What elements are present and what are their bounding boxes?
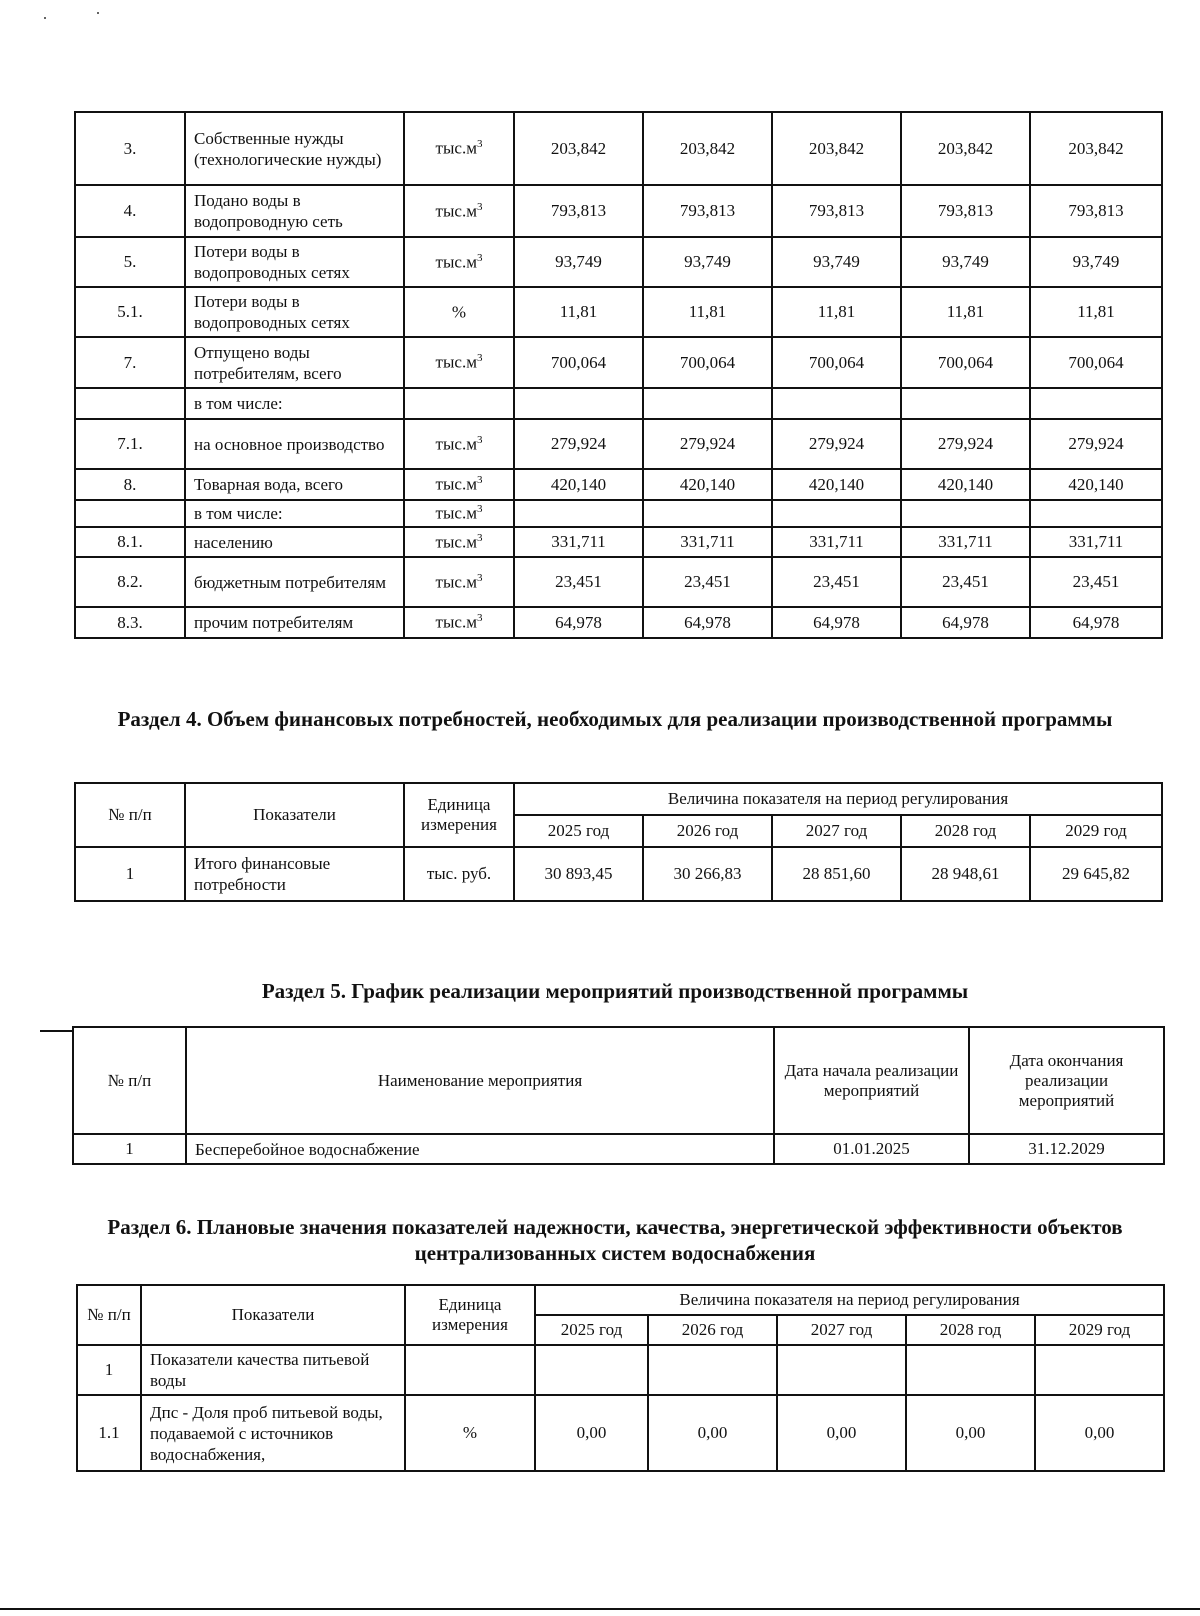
row-value: 23,451	[643, 557, 772, 607]
row-value: 700,064	[1030, 337, 1162, 388]
table-row	[75, 557, 1162, 607]
row-value: 11,81	[901, 287, 1030, 337]
row-value	[1030, 500, 1162, 527]
row-value: 64,978	[1030, 607, 1162, 638]
row-number	[75, 500, 185, 527]
table-row	[75, 237, 1162, 287]
row-value: 11,81	[643, 287, 772, 337]
row-indicator: на основное производство	[185, 419, 404, 469]
row-unit	[404, 112, 514, 185]
col-header-year: 2026 год	[648, 1315, 777, 1345]
row-value: 93,749	[1030, 237, 1162, 287]
row-measure-name: Бесперебойное водоснабжение	[186, 1134, 774, 1164]
unit-superscript: 3	[476, 251, 483, 264]
row-indicator: Отпущено воды потребителям, всего	[185, 337, 404, 388]
section4-title: Раздел 4. Объем финансовых потребностей, необходимых для реализации производственной программы	[117, 707, 1113, 731]
row-number: 1	[75, 847, 185, 901]
col-header-period: Величина показателя на период регулирования	[514, 783, 1162, 815]
unit-text: тыс.м	[435, 434, 477, 454]
row-value: 64,978	[643, 607, 772, 638]
row-value: 331,711	[772, 527, 901, 557]
row-indicator: прочим потребителям	[185, 607, 404, 638]
unit-superscript: 3	[476, 612, 483, 625]
col-header-unit: Единица измерения	[405, 1285, 535, 1345]
row-unit	[404, 419, 514, 469]
scan-speck	[97, 12, 99, 14]
row-value: 30 893,45	[514, 847, 643, 901]
row-value: 700,064	[643, 337, 772, 388]
row-value: 420,140	[1030, 469, 1162, 500]
col-header-year: 2026 год	[643, 815, 772, 847]
col-header-year: 2029 год	[1035, 1315, 1164, 1345]
row-value: 0,00	[777, 1395, 906, 1471]
row-value: 0,00	[535, 1395, 648, 1471]
row-value: 331,711	[514, 527, 643, 557]
row-value: 420,140	[772, 469, 901, 500]
row-value	[901, 500, 1030, 527]
row-value: 793,813	[514, 185, 643, 237]
row-number: 8.1.	[75, 527, 185, 557]
col-header-indicator: Показатели	[185, 783, 404, 847]
unit-text: тыс.м	[435, 474, 477, 494]
row-unit	[404, 607, 514, 638]
col-header-year: 2027 год	[772, 815, 901, 847]
row-value: 93,749	[514, 237, 643, 287]
row-start-date: 01.01.2025	[774, 1134, 969, 1164]
row-value: 331,711	[901, 527, 1030, 557]
row-value	[906, 1345, 1035, 1395]
table-row	[77, 1395, 1164, 1471]
row-number: 1.1	[77, 1395, 141, 1471]
row-value: 203,842	[643, 112, 772, 185]
row-value: 203,842	[1030, 112, 1162, 185]
row-unit	[404, 469, 514, 500]
unit-text: тыс.м	[435, 572, 477, 592]
row-number: 4.	[75, 185, 185, 237]
row-value	[514, 500, 643, 527]
row-indicator: Подано воды в водопроводную сеть	[185, 185, 404, 237]
table-row	[75, 337, 1162, 388]
unit-text: %	[451, 302, 467, 322]
scan-speck	[44, 17, 46, 19]
row-value: 28 948,61	[901, 847, 1030, 901]
col-header-start-date: Дата начала реализации мероприятий	[774, 1027, 969, 1134]
row-indicator: населению	[185, 527, 404, 557]
row-value: 331,711	[1030, 527, 1162, 557]
row-indicator: Товарная вода, всего	[185, 469, 404, 500]
row-number: 3.	[75, 112, 185, 185]
row-indicator: Потери воды в водопроводных сетях	[185, 287, 404, 337]
row-end-date: 31.12.2029	[969, 1134, 1164, 1164]
row-indicator: Итого финансовые потребности	[185, 847, 404, 901]
table-row	[75, 469, 1162, 500]
table-row	[77, 1345, 1164, 1395]
col-header-year: 2028 год	[906, 1315, 1035, 1345]
water-balance-table	[74, 111, 1163, 639]
table-row	[75, 388, 1162, 419]
unit-text: тыс.м	[435, 252, 477, 272]
col-header-no: № п/п	[75, 783, 185, 847]
row-value: 279,924	[901, 419, 1030, 469]
row-unit: тыс. руб.	[404, 847, 514, 901]
row-unit	[404, 185, 514, 237]
reliability-quality-table	[76, 1284, 1165, 1472]
unit-text: тыс.м	[435, 138, 477, 158]
row-value	[648, 1345, 777, 1395]
row-number: 8.2.	[75, 557, 185, 607]
scan-edge-mark	[40, 1030, 72, 1032]
section6-title: Раздел 6. Плановые значения показателей надежности, качества, энергетической эффективности объектов централизованных систем водоснабжения	[107, 1215, 1123, 1265]
row-value: 700,064	[901, 337, 1030, 388]
col-header-unit: Единица измерения	[404, 783, 514, 847]
row-value: 279,924	[643, 419, 772, 469]
unit-text: тыс.м	[435, 352, 477, 372]
table-row	[73, 1134, 1164, 1164]
table-row	[75, 847, 1162, 901]
row-indicator: в том числе:	[185, 500, 404, 527]
row-number: 8.3.	[75, 607, 185, 638]
row-value: 203,842	[514, 112, 643, 185]
row-value: 203,842	[901, 112, 1030, 185]
row-unit: %	[405, 1395, 535, 1471]
row-value: 279,924	[772, 419, 901, 469]
row-value: 793,813	[772, 185, 901, 237]
unit-text: тыс.м	[435, 532, 477, 552]
row-value: 64,978	[772, 607, 901, 638]
row-number: 7.	[75, 337, 185, 388]
table-row	[75, 607, 1162, 638]
col-header-year: 2025 год	[514, 815, 643, 847]
row-value: 420,140	[514, 469, 643, 500]
row-value: 23,451	[1030, 557, 1162, 607]
col-header-end-date: Дата окончания реализации мероприятий	[969, 1027, 1164, 1134]
row-value: 331,711	[643, 527, 772, 557]
row-value: 23,451	[772, 557, 901, 607]
row-number: 1	[73, 1134, 186, 1164]
row-value: 30 266,83	[643, 847, 772, 901]
row-number: 5.1.	[75, 287, 185, 337]
table-row	[75, 287, 1162, 337]
row-value: 23,451	[514, 557, 643, 607]
row-value: 793,813	[1030, 185, 1162, 237]
row-indicator: в том числе:	[185, 388, 404, 419]
col-header-indicator: Показатели	[141, 1285, 405, 1345]
row-unit	[404, 287, 514, 337]
row-value	[535, 1345, 648, 1395]
schedule-table	[72, 1026, 1165, 1165]
col-header-year: 2028 год	[901, 815, 1030, 847]
row-number: 7.1.	[75, 419, 185, 469]
row-value: 11,81	[514, 287, 643, 337]
row-number	[75, 388, 185, 419]
row-unit	[404, 527, 514, 557]
row-value: 29 645,82	[1030, 847, 1162, 901]
row-value: 93,749	[901, 237, 1030, 287]
row-value: 28 851,60	[772, 847, 901, 901]
col-header-year: 2027 год	[777, 1315, 906, 1345]
row-value: 93,749	[643, 237, 772, 287]
row-value: 23,451	[901, 557, 1030, 607]
row-value: 93,749	[772, 237, 901, 287]
unit-superscript: 3	[476, 138, 483, 151]
row-indicator: Собственные нужды (технологические нужды)	[185, 112, 404, 185]
row-value	[514, 388, 643, 419]
row-value: 793,813	[643, 185, 772, 237]
unit-superscript: 3	[476, 531, 483, 544]
row-value: 700,064	[772, 337, 901, 388]
row-indicator: Дпс - Доля проб питьевой воды, подаваемой с источников водоснабжения,	[141, 1395, 405, 1471]
table-row	[75, 112, 1162, 185]
row-unit	[404, 500, 514, 527]
row-value: 0,00	[906, 1395, 1035, 1471]
row-value: 420,140	[901, 469, 1030, 500]
section5-title: Раздел 5. График реализации мероприятий производственной программы	[261, 979, 969, 1003]
row-value: 420,140	[643, 469, 772, 500]
unit-superscript: 3	[476, 352, 483, 365]
unit-superscript: 3	[476, 503, 483, 516]
col-header-year: 2029 год	[1030, 815, 1162, 847]
row-number: 8.	[75, 469, 185, 500]
row-value	[772, 388, 901, 419]
unit-superscript: 3	[476, 571, 483, 584]
col-header-no: № п/п	[77, 1285, 141, 1345]
row-value	[777, 1345, 906, 1395]
row-indicator: Показатели качества питьевой воды	[141, 1345, 405, 1395]
row-value: 279,924	[1030, 419, 1162, 469]
unit-superscript: 3	[476, 474, 483, 487]
row-value: 0,00	[648, 1395, 777, 1471]
row-value	[1030, 388, 1162, 419]
col-header-period: Величина показателя на период регулирования	[535, 1285, 1164, 1315]
row-value: 203,842	[772, 112, 901, 185]
row-number: 1	[77, 1345, 141, 1395]
row-value	[901, 388, 1030, 419]
row-number: 5.	[75, 237, 185, 287]
unit-superscript: 3	[476, 200, 483, 213]
row-unit	[404, 337, 514, 388]
row-value	[643, 500, 772, 527]
table-row	[75, 185, 1162, 237]
unit-superscript: 3	[476, 433, 483, 446]
row-indicator: бюджетным потребителям	[185, 557, 404, 607]
financial-needs-table	[74, 782, 1163, 902]
row-unit	[405, 1345, 535, 1395]
row-value: 64,978	[514, 607, 643, 638]
row-value	[772, 500, 901, 527]
table-row	[75, 500, 1162, 527]
row-value: 700,064	[514, 337, 643, 388]
unit-text: тыс.м	[435, 612, 477, 632]
row-value	[1035, 1345, 1164, 1395]
unit-text: тыс.м	[435, 503, 477, 523]
row-value	[643, 388, 772, 419]
row-value: 793,813	[901, 185, 1030, 237]
row-unit	[404, 557, 514, 607]
row-unit	[404, 388, 514, 419]
row-value: 0,00	[1035, 1395, 1164, 1471]
row-value: 11,81	[1030, 287, 1162, 337]
unit-text: тыс.м	[435, 201, 477, 221]
table-row	[75, 419, 1162, 469]
row-value: 64,978	[901, 607, 1030, 638]
row-indicator: Потери воды в водопроводных сетях	[185, 237, 404, 287]
scan-bottom-line	[0, 1608, 1200, 1610]
row-unit	[404, 237, 514, 287]
row-value: 279,924	[514, 419, 643, 469]
col-header-no: № п/п	[73, 1027, 186, 1134]
table-row	[75, 527, 1162, 557]
row-value: 11,81	[772, 287, 901, 337]
col-header-year: 2025 год	[535, 1315, 648, 1345]
col-header-measure: Наименование мероприятия	[186, 1027, 774, 1134]
